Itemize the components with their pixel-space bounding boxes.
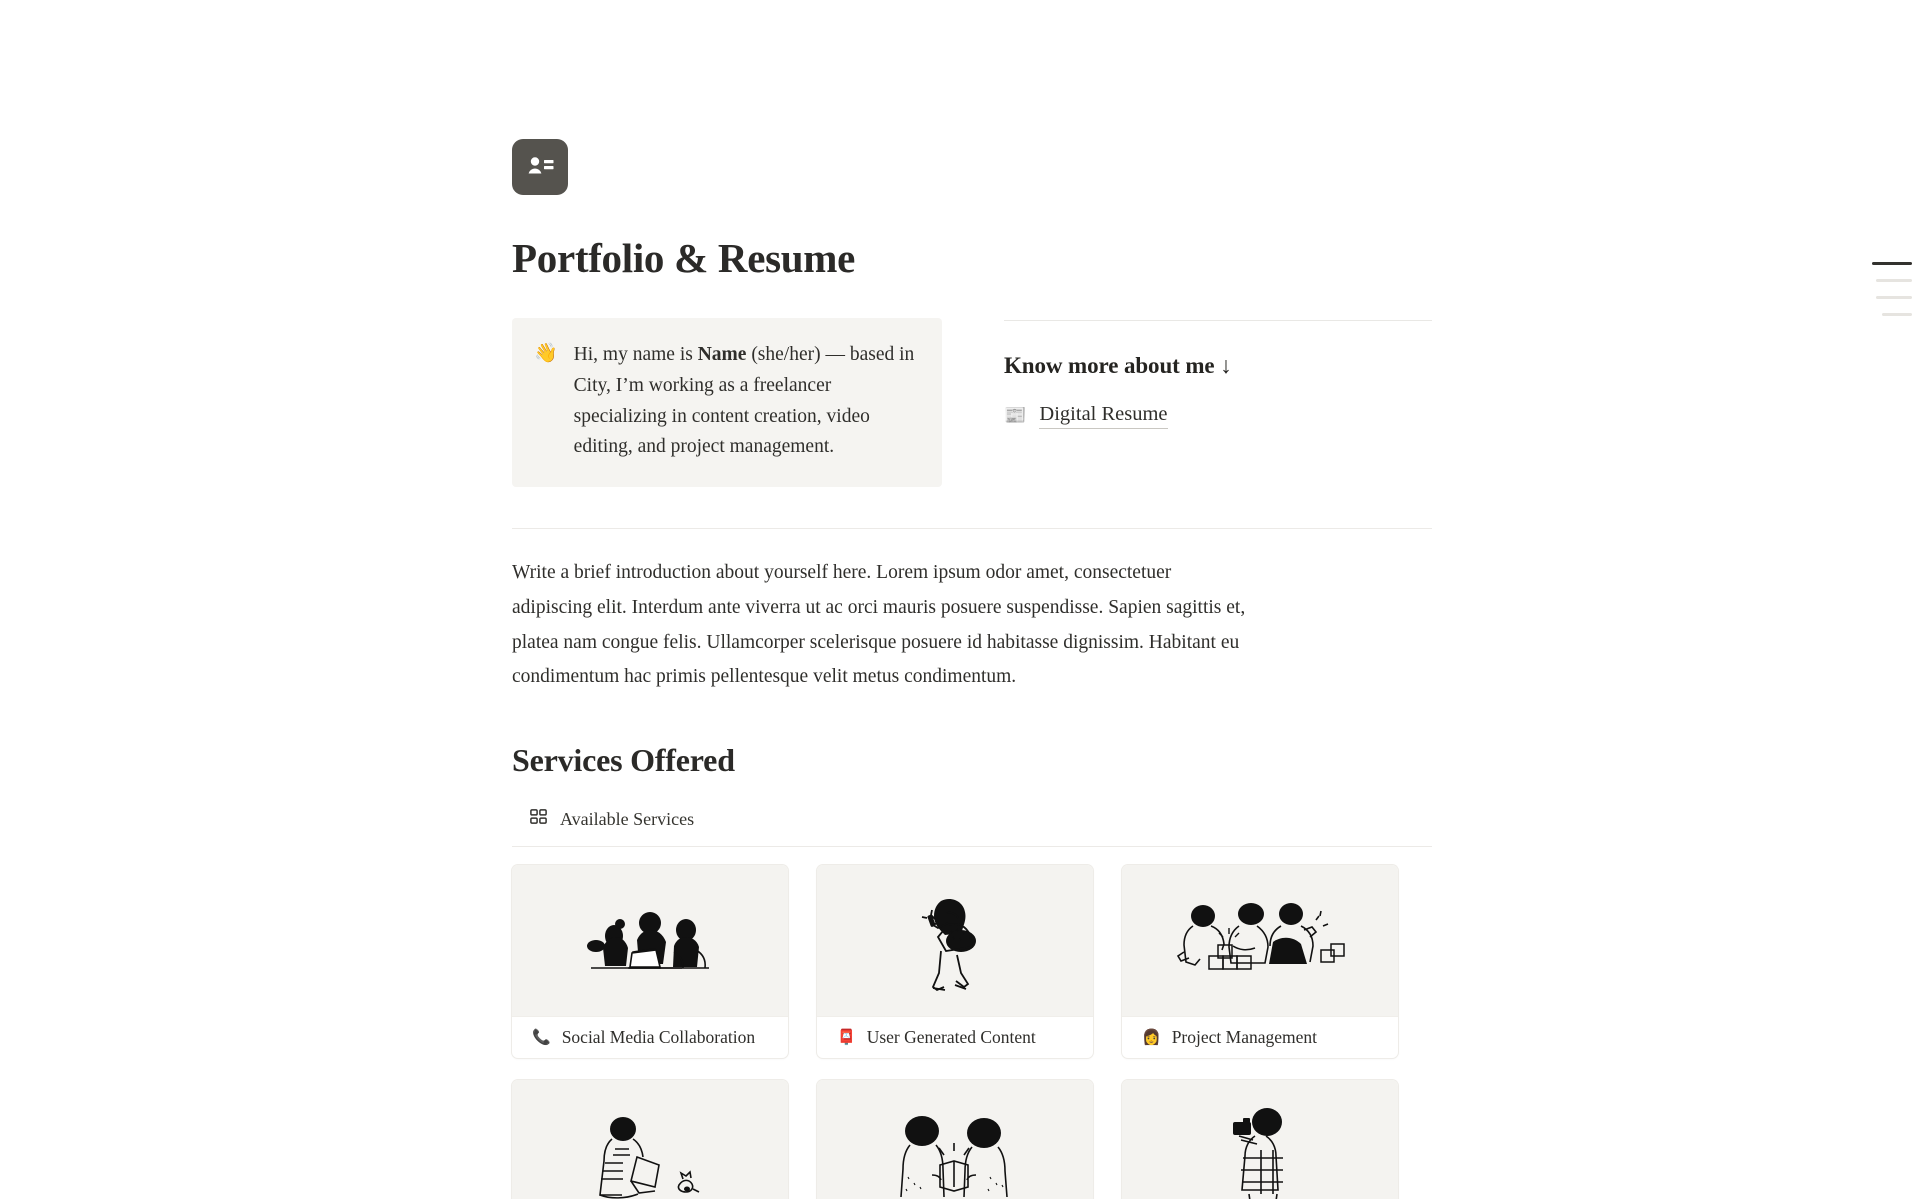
service-card[interactable] <box>1122 1080 1398 1199</box>
service-card[interactable] <box>1122 865 1398 1058</box>
postbox-emoji: 📮 <box>837 1027 856 1046</box>
service-card[interactable] <box>817 865 1093 1058</box>
callout-text-before-name: Hi, my name is <box>573 343 698 365</box>
available-services-divider <box>512 846 1432 847</box>
page-icon-wrapper <box>512 139 1432 195</box>
telephone-receiver-emoji: 📞 <box>532 1027 551 1046</box>
card-illustration <box>1122 865 1398 1016</box>
intro-band <box>512 318 1432 487</box>
card-illustration <box>817 1080 1093 1199</box>
card-illustration <box>1122 1080 1398 1199</box>
card-footer <box>817 1016 1093 1058</box>
page-content <box>512 0 1432 1199</box>
services-section-title: Services Offered <box>512 741 735 778</box>
card-footer <box>1122 1016 1398 1058</box>
card-footer <box>512 1016 788 1058</box>
digital-resume-row[interactable] <box>1004 403 1432 429</box>
outline-item[interactable] <box>1876 296 1912 299</box>
intro-divider <box>512 528 1432 529</box>
card-title: Project Management <box>1171 1026 1317 1047</box>
card-title: User Generated Content <box>866 1026 1036 1047</box>
card-illustration <box>817 865 1093 1016</box>
gallery-grid-icon <box>530 809 547 831</box>
service-card[interactable] <box>817 1080 1093 1199</box>
service-card[interactable] <box>512 865 788 1058</box>
waving-hand-emoji: 👋 <box>534 341 558 364</box>
callout-text <box>574 340 916 463</box>
callout-name: Name <box>697 343 747 365</box>
outline-item[interactable] <box>1872 262 1912 265</box>
card-illustration <box>512 865 788 1016</box>
page-title: Portfolio & Resume <box>512 235 856 281</box>
outline-item[interactable] <box>1882 313 1912 316</box>
right-column-divider <box>1004 320 1432 321</box>
know-more-heading: Know more about me ↓ <box>1004 352 1232 378</box>
intro-paragraph: Write a brief introduction about yourself here. Lorem ipsum odor amet, consectetuer adipiscing elit. Interdum ante viverra ut ac orci mauris posuere suspendisse. Sapien sagittis et, platea nam congue felis. Ullamcorper scelerisque posuere id habitasse dignissim. Habitant eu condimentum hac primis pellentesque velit metus condimentum. <box>512 562 1246 688</box>
woman-emoji: 👩 <box>1142 1027 1161 1046</box>
callout-text-after-name: (she/her) — based in City, I’m working as a freelancer specializing in content creation, video editing, and project management. <box>573 343 915 458</box>
available-services-database-header[interactable] <box>530 809 1432 831</box>
outline-item[interactable] <box>1876 279 1912 282</box>
service-card[interactable] <box>512 1080 788 1199</box>
know-more-column <box>1004 318 1432 429</box>
services-card-grid <box>512 865 1432 1199</box>
intro-callout <box>512 318 942 487</box>
contact-card-icon[interactable] <box>512 139 568 195</box>
available-services-title: Available Services <box>560 809 695 830</box>
table-of-contents-outline[interactable] <box>1864 262 1912 316</box>
newspaper-emoji: 📰 <box>1004 404 1027 426</box>
digital-resume-link[interactable]: Digital Resume <box>1039 403 1167 429</box>
card-title: Social Media Collaboration <box>561 1026 756 1047</box>
card-illustration <box>512 1080 788 1199</box>
